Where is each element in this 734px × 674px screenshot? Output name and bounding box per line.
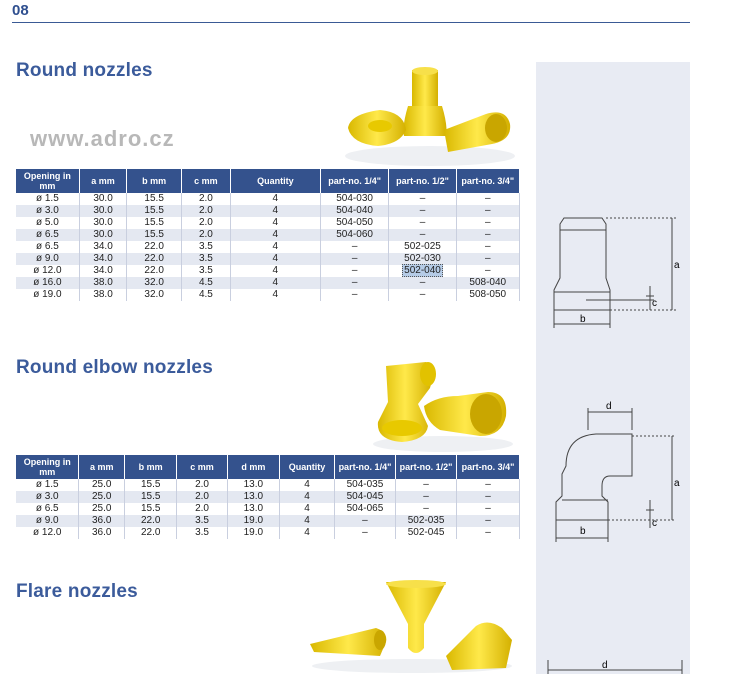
round-header-5: part-no. 1/4" [320, 169, 389, 193]
table-cell: 508-040 [456, 277, 519, 289]
table-cell: – [457, 491, 520, 503]
table-cell: 34.0 [79, 253, 127, 265]
table-row [16, 241, 520, 253]
round-header-2: b mm [127, 169, 182, 193]
dim-d-label: d [606, 401, 612, 412]
table-cell: 4.5 [181, 277, 230, 289]
table-cell: – [389, 205, 456, 217]
flare-nozzles-title: Flare nozzles [16, 581, 138, 602]
round-nozzles-photo [340, 66, 520, 166]
elbow-header-2: b mm [124, 455, 176, 479]
table-cell: 504-040 [320, 205, 389, 217]
table-cell: ø 6.5 [16, 503, 79, 515]
table-cell: ø 1.5 [16, 479, 79, 491]
table-row [16, 527, 520, 539]
table-cell: 2.0 [177, 491, 227, 503]
header-rule [12, 22, 690, 23]
table-cell: ø 5.0 [16, 217, 79, 229]
table-cell: 4 [230, 253, 320, 265]
table-cell: ø 3.0 [16, 205, 79, 217]
table-cell: – [320, 265, 389, 277]
table-cell: 30.0 [79, 193, 127, 205]
diagram-panel [536, 62, 690, 674]
table-cell: 34.0 [79, 265, 127, 277]
table-cell: 2.0 [177, 479, 227, 491]
table-row [16, 205, 520, 217]
table-cell: 36.0 [79, 515, 125, 527]
table-cell: 4 [280, 503, 335, 515]
round-header-1: a mm [79, 169, 127, 193]
table-cell: 32.0 [127, 277, 182, 289]
table-cell: – [320, 241, 389, 253]
table-cell: 30.0 [79, 217, 127, 229]
table-cell: 34.0 [79, 241, 127, 253]
table-cell: 4 [230, 193, 320, 205]
table-cell: – [456, 217, 519, 229]
table-cell: 502-025 [389, 241, 456, 253]
table-cell: ø 12.0 [16, 527, 79, 539]
elbow-header-3: c mm [177, 455, 227, 479]
table-cell: 2.0 [177, 503, 227, 515]
table-row [16, 515, 520, 527]
table-row [16, 229, 520, 241]
table-cell: ø 1.5 [16, 193, 79, 205]
table-cell: – [456, 241, 519, 253]
table-cell: – [396, 503, 457, 515]
table-cell: – [389, 217, 456, 229]
table-cell: 30.0 [79, 229, 127, 241]
table-cell: 508-050 [456, 289, 519, 301]
table-cell: 3.5 [181, 241, 230, 253]
table-cell: 15.5 [127, 229, 182, 241]
table-cell: 22.0 [124, 515, 176, 527]
table-cell: ø 16.0 [16, 277, 79, 289]
table-cell: 15.5 [124, 479, 176, 491]
table-cell: 504-050 [320, 217, 389, 229]
elbow-header-8: part-no. 3/4" [457, 455, 520, 479]
table-cell: 38.0 [79, 289, 127, 301]
table-cell: 15.5 [124, 491, 176, 503]
table-cell: 32.0 [127, 289, 182, 301]
table-cell: 2.0 [181, 193, 230, 205]
table-cell: – [457, 527, 520, 539]
table-cell: ø 3.0 [16, 491, 79, 503]
table-cell: 502-045 [396, 527, 457, 539]
table-cell: 4 [280, 491, 335, 503]
dim-b-label-2: b [580, 526, 586, 537]
table-cell: 22.0 [124, 527, 176, 539]
table-cell: 22.0 [127, 253, 182, 265]
table-cell: 504-065 [334, 503, 395, 515]
table-cell: 25.0 [79, 503, 125, 515]
elbow-header-4: d mm [227, 455, 279, 479]
table-cell: 504-030 [320, 193, 389, 205]
table-cell: – [389, 229, 456, 241]
round-header-0: Opening in mm [16, 169, 79, 193]
table-cell: 13.0 [227, 503, 279, 515]
table-cell: – [457, 479, 520, 491]
table-cell: ø 19.0 [16, 289, 79, 301]
table-cell: 13.0 [227, 479, 279, 491]
round-header-3: c mm [181, 169, 230, 193]
table-cell: 4 [230, 229, 320, 241]
table-cell: 2.0 [181, 229, 230, 241]
dim-c-label-2: c [652, 518, 657, 529]
table-cell: – [456, 253, 519, 265]
table-cell: 15.5 [127, 205, 182, 217]
elbow-header-6: part-no. 1/4" [334, 455, 395, 479]
elbow-nozzles-table [16, 455, 520, 539]
table-cell: – [396, 479, 457, 491]
table-cell: ø 9.0 [16, 515, 79, 527]
table-cell: 19.0 [227, 515, 279, 527]
dim-a-label: a [674, 260, 680, 271]
table-row [16, 253, 520, 265]
table-cell: 22.0 [127, 241, 182, 253]
table-cell: 22.0 [127, 265, 182, 277]
table-cell: 4 [280, 479, 335, 491]
selected-part-number[interactable]: 502-040 [404, 265, 441, 276]
round-header-6: part-no. 1/2" [389, 169, 456, 193]
table-cell: ø 6.5 [16, 229, 79, 241]
dim-d-label-3: d [602, 660, 608, 671]
elbow-header-0: Opening in mm [16, 455, 79, 479]
table-cell: 4 [230, 241, 320, 253]
table-cell: 13.0 [227, 491, 279, 503]
table-cell: 25.0 [79, 479, 125, 491]
dim-c-label: c [652, 298, 657, 309]
round-header-4: Quantity [230, 169, 320, 193]
table-cell: 4 [230, 289, 320, 301]
table-cell: 15.5 [124, 503, 176, 515]
round-elbow-nozzles-title: Round elbow nozzles [16, 357, 213, 378]
table-cell: 15.5 [127, 193, 182, 205]
elbow-nozzles-photo [368, 356, 518, 456]
table-cell: 4 [230, 277, 320, 289]
table-cell: 30.0 [79, 205, 127, 217]
round-header-7: part-no. 3/4" [456, 169, 519, 193]
table-cell: 2.0 [181, 205, 230, 217]
elbow-header-5: Quantity [280, 455, 335, 479]
table-cell: 36.0 [79, 527, 125, 539]
table-row [16, 193, 520, 205]
table-cell: – [320, 253, 389, 265]
elbow-header-7: part-no. 1/2" [396, 455, 457, 479]
table-row [16, 479, 520, 491]
round-nozzle-diagram [536, 200, 690, 340]
table-cell: ø 12.0 [16, 265, 79, 277]
table-cell: 25.0 [79, 491, 125, 503]
table-cell: 504-035 [334, 479, 395, 491]
table-cell: 3.5 [181, 253, 230, 265]
elbow-nozzle-diagram [536, 396, 690, 566]
watermark: www.adro.cz [30, 126, 175, 151]
table-row [16, 265, 520, 277]
table-cell: – [456, 205, 519, 217]
table-cell: 19.0 [227, 527, 279, 539]
table-cell: 3.5 [177, 527, 227, 539]
dim-b-label: b [580, 314, 586, 325]
table-cell: 2.0 [181, 217, 230, 229]
table-cell: 502-030 [389, 253, 456, 265]
round-nozzles-title: Round nozzles [16, 60, 153, 81]
table-cell: – [396, 491, 457, 503]
page-number: 08 [12, 2, 29, 19]
table-cell: – [334, 527, 395, 539]
table-cell: – [389, 193, 456, 205]
table-cell: – [456, 265, 519, 277]
table-cell: 4 [280, 515, 335, 527]
table-row [16, 503, 520, 515]
flare-nozzle-diagram [536, 656, 690, 674]
table-row [16, 277, 520, 289]
table-cell: – [456, 193, 519, 205]
table-cell: 504-060 [320, 229, 389, 241]
table-cell: – [320, 277, 389, 289]
table-cell: – [320, 289, 389, 301]
table-cell: 15.5 [127, 217, 182, 229]
table-row [16, 217, 520, 229]
flare-nozzles-photo [306, 578, 518, 674]
dim-a-label-2: a [674, 478, 680, 489]
table-cell: 4.5 [181, 289, 230, 301]
table-cell: ø 9.0 [16, 253, 79, 265]
table-cell: – [389, 289, 456, 301]
table-cell: – [389, 277, 456, 289]
round-nozzles-table [16, 169, 520, 301]
table-cell: 502-035 [396, 515, 457, 527]
table-cell: – [334, 515, 395, 527]
elbow-header-1: a mm [79, 455, 125, 479]
table-cell: 3.5 [181, 265, 230, 277]
table-cell [389, 265, 456, 277]
table-cell: 504-045 [334, 491, 395, 503]
table-cell: – [457, 503, 520, 515]
table-cell: ø 6.5 [16, 241, 79, 253]
table-cell: – [457, 515, 520, 527]
table-cell: 4 [230, 217, 320, 229]
table-row [16, 491, 520, 503]
table-cell: – [456, 229, 519, 241]
table-cell: 3.5 [177, 515, 227, 527]
table-cell: 4 [280, 527, 335, 539]
table-row [16, 289, 520, 301]
table-cell: 4 [230, 205, 320, 217]
table-cell: 4 [230, 265, 320, 277]
table-cell: 38.0 [79, 277, 127, 289]
